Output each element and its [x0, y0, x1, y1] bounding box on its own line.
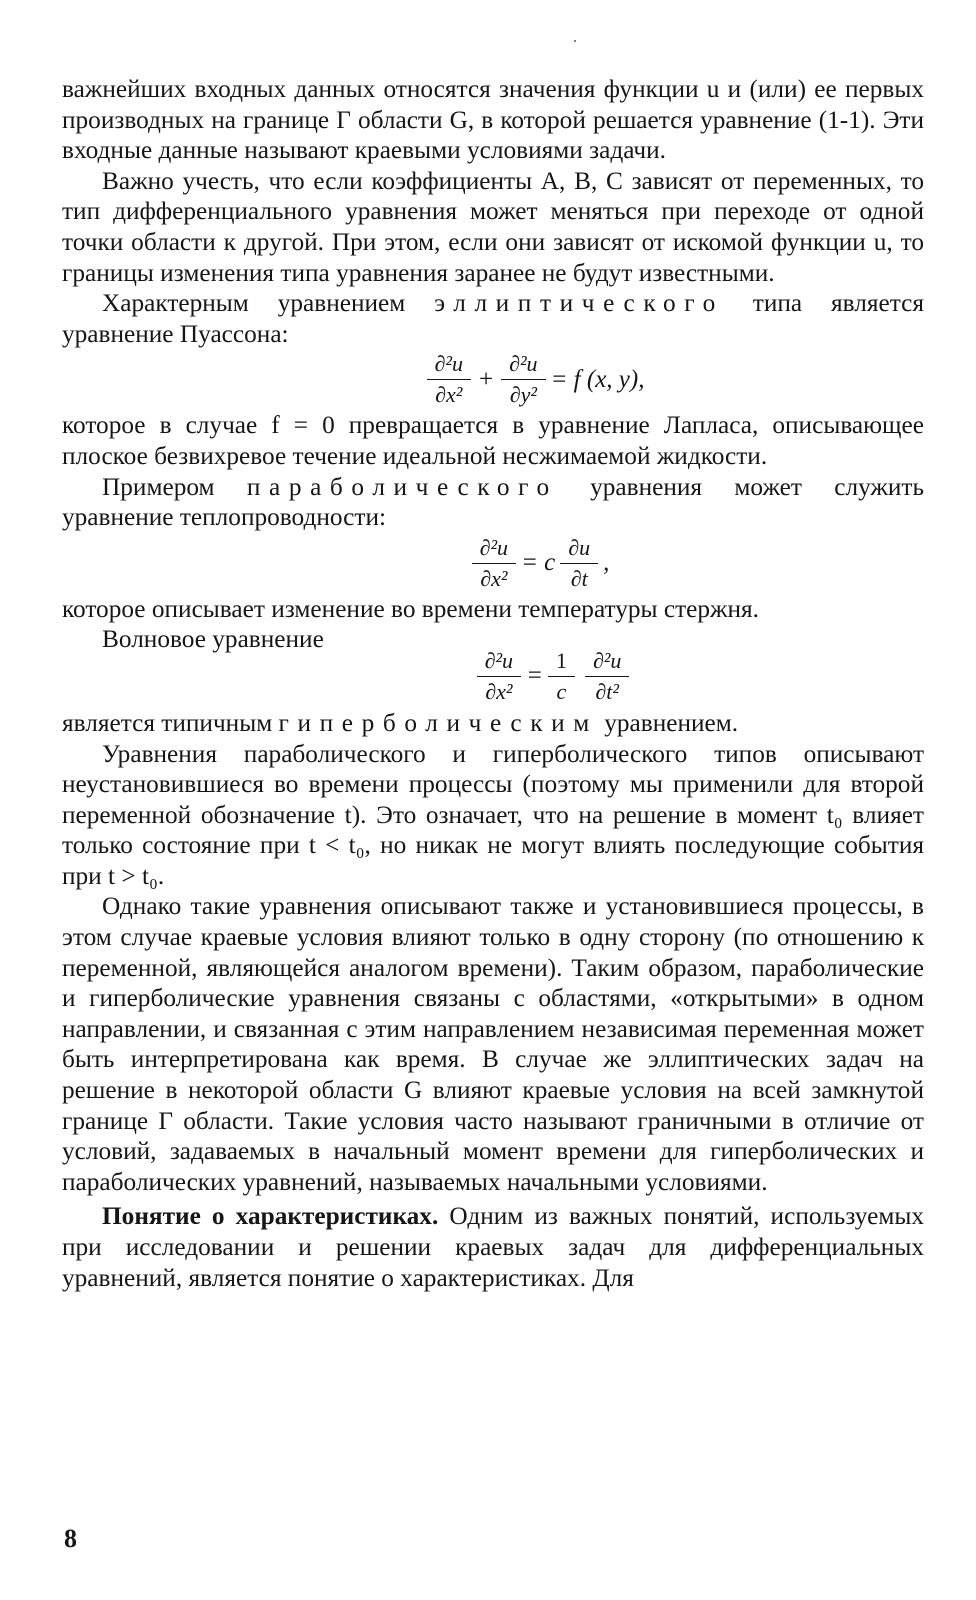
- equals-c: = c: [521, 548, 556, 576]
- formula-wave: [62, 649, 924, 704]
- denominator: ∂x²: [480, 565, 508, 591]
- text-segment: является типичным: [62, 708, 279, 737]
- page-number: 8: [64, 1524, 77, 1553]
- comma: ,: [603, 548, 610, 576]
- denominator: c: [556, 678, 567, 704]
- fraction: [501, 352, 545, 407]
- plus-operator: +: [478, 365, 494, 393]
- text-segment: уравнением.: [597, 708, 739, 737]
- text-segment: Примером: [102, 472, 247, 501]
- fraction: [585, 649, 629, 704]
- fraction: [548, 649, 575, 704]
- text-segment: Характерным уравнением: [102, 289, 435, 318]
- text-segment: Одним из важных понятий, используемых при исследовании и решении краевых задач для дифференциальных уравнений, является понятие о характеристиках. Для: [62, 1202, 924, 1292]
- numerator: ∂²u: [501, 352, 545, 380]
- paragraph-unsteady: Уравнения параболического и гиперболического типов описывают неустановившиеся во времени процессы (поэтому мы применили для второй переменной обозначение t). Это означает, что на решение в момент t₀ влияет только состояние при t < t₀, но никак не могут влиять последующие события при t > t₀.: [62, 739, 924, 890]
- fraction: [477, 649, 521, 704]
- paragraph-boundary-conditions: важнейших входных данных относятся значения функции u и (или) ее первых производных на границе Г области G, в которой решается уравнение (1-1). Эти входные данные называют краевыми условиями задачи.: [62, 75, 924, 165]
- formula-heat: [62, 536, 924, 591]
- numerator: ∂²u: [472, 536, 516, 564]
- numerator: 1: [548, 649, 575, 677]
- fraction: [472, 536, 516, 591]
- numerator: ∂²u: [585, 649, 629, 677]
- numerator: ∂u: [560, 536, 598, 564]
- paragraph-steady: Однако такие уравнения описывают также и установившиеся процессы, в этом случае краевые условия влияют только в одну сторону (по отношению к переменной, являющейся аналогом времени). Таким образом, параболические и гиперболические уравнения связаны с областями, «открытыми» в одном направлении, и связанная с этим направлением независимая переменная может быть интерпретирована как время. В случае же эллиптических задач на решение в некоторой области G влияют краевые условия на всей замкнутой границе Г области. Такие условия часто называют граничными в отличие от условий, задаваемых в начальный момент времени для гиперболических и параболических уравнений, называемых начальными условиями.: [62, 892, 924, 1196]
- right-hand-side: = f (x, y),: [550, 365, 645, 393]
- denominator: ∂t: [570, 565, 588, 591]
- numerator: ∂²u: [427, 352, 471, 380]
- denominator: ∂y²: [509, 382, 537, 408]
- paragraph-coefficients: Важно учесть, что если коэффициенты A, B, C зависят от переменных, то тип дифференциального уравнения может меняться при переходе от одной точки области к другой. При этом, если они зависят от искомой функции u, то границы изменения типа уравнения заранее не будут известными.: [62, 166, 924, 287]
- paragraph-elliptic: [62, 288, 924, 349]
- page-body: [62, 74, 924, 1293]
- denominator: ∂x²: [435, 382, 463, 408]
- paragraph-laplace: которое в случае f = 0 превращается в уравнение Лапласа, описывающее плоское безвихревое течение идеальной несжимаемой жидкости.: [62, 411, 924, 470]
- spaced-term-hyperbolic: гиперболическим: [278, 708, 598, 737]
- spaced-term-parabolic: параболического: [246, 472, 558, 501]
- spaced-term-elliptic: эллиптического: [434, 289, 724, 318]
- paragraph-hyperbolic: [62, 708, 924, 739]
- paragraph-heat-desc: которое описывает изменение во времени температуры стержня.: [62, 594, 759, 623]
- denominator: ∂x²: [485, 678, 513, 704]
- formula-poisson: [62, 352, 924, 407]
- text-segment: уравнения может служить уравнение теплопроводности:: [62, 472, 924, 532]
- denominator: ∂t²: [595, 678, 619, 704]
- paragraph-characteristics: [62, 1201, 924, 1293]
- equals: =: [526, 662, 543, 690]
- section-heading: Понятие о характеристиках.: [102, 1202, 439, 1231]
- fraction: [560, 536, 598, 591]
- fraction: [427, 352, 471, 407]
- numerator: ∂²u: [477, 649, 521, 677]
- scan-speck: [574, 40, 576, 42]
- text-segment: типа является уравнение Пуассона:: [62, 289, 925, 348]
- paragraph-wave-intro: Волновое уравнение: [102, 625, 324, 654]
- paragraph-parabolic: [62, 472, 924, 533]
